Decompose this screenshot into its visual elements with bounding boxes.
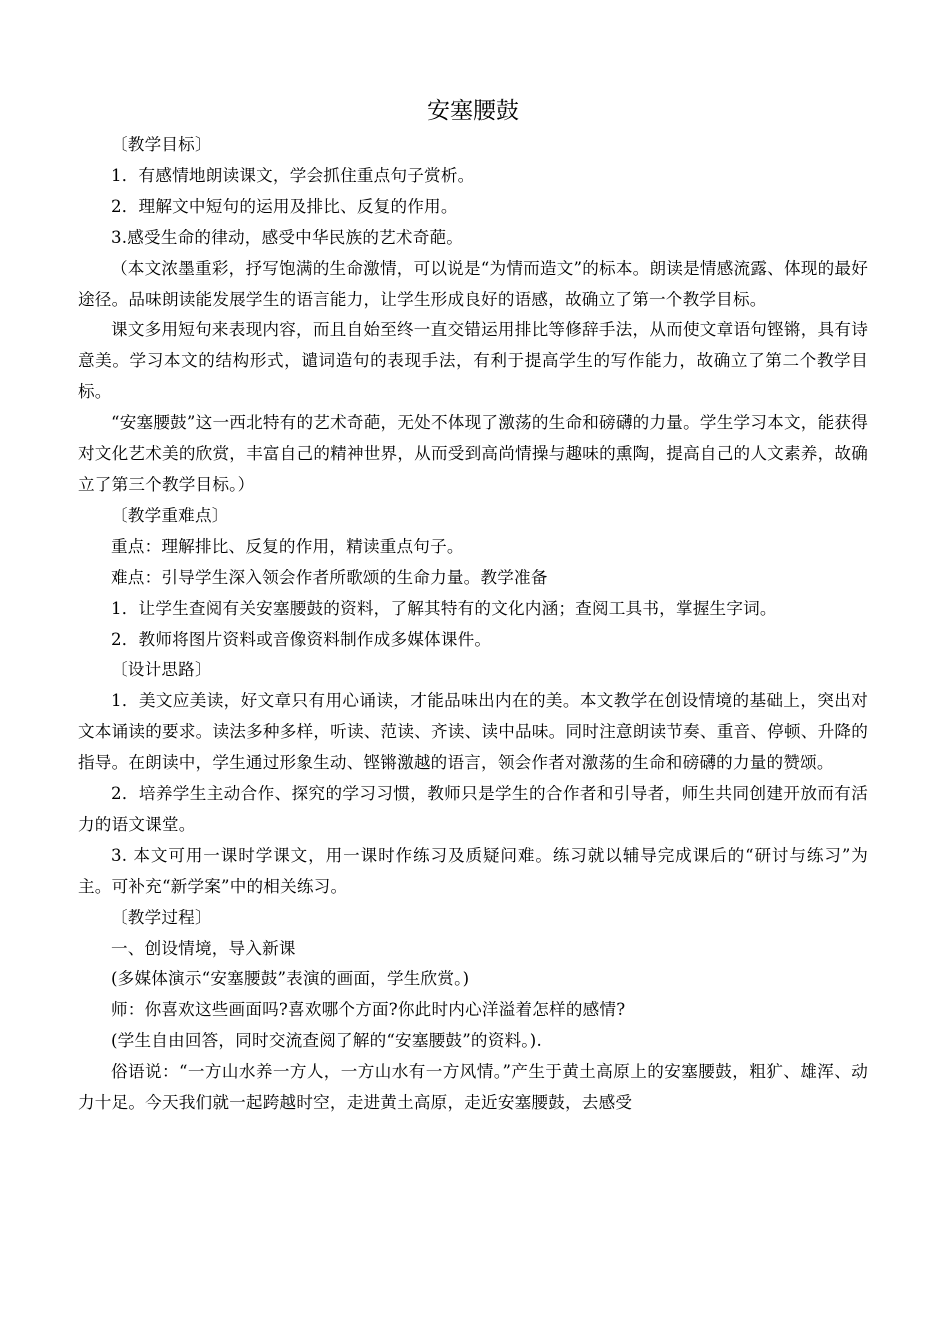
design-item: 1．美文应美读，好文章只有用心诵读，才能品味出内在的美。本文教学在创设情境的基础上，突出对文本诵读的要求。读法多种多样，听读、范读、齐读、读中品味。同时注意朗读节奏、重音、停顿、升降的指导。在朗读中，学生通过形象生动、铿锵激越的语言，领会作者对激荡的生命和磅礴的力量的赞颂。 xyxy=(78,691,868,773)
key-point: 重点：理解排比、反复的作用，精读重点句子。 xyxy=(111,536,464,556)
document-body xyxy=(78,130,868,1119)
objective-item: 3.感受生命的律动，感受中华民族的艺术奇葩。 xyxy=(111,227,464,247)
section-heading-objectives: 〔教学目标〕 xyxy=(111,135,212,154)
preparation-item: 2．教师将图片资料或音像资料制作成多媒体课件。 xyxy=(111,629,492,649)
body-paragraph: (多媒体演示“安塞腰鼓”表演的画面，学生欣赏。) xyxy=(111,969,470,989)
design-item: 3. 本文可用一课时学课文，用一课时作练习及质疑问难。练习就以辅导完成课后的“研讨与练习”为主。可补充“新学案”中的相关练习。 xyxy=(78,845,868,896)
section-heading-process: 〔教学过程〕 xyxy=(111,907,212,927)
body-paragraph: 俗语说：“一方山水养一方人，一方山水有一方风情。”产生于黄土高原上的安塞腰鼓，粗犷、雄浑、动力十足。今天我们就一起跨越时空，走进黄土高原，走近安塞腰鼓，去感受 xyxy=(78,1062,868,1113)
difficult-point: 难点：引导学生深入领会作者所歌颂的生命力量。教学准备 xyxy=(111,567,548,587)
body-paragraph: 师：你喜欢这些画面吗?喜欢哪个方面?你此时内心洋溢着怎样的感情? xyxy=(111,1000,626,1020)
objective-item: 2．理解文中短句的运用及排比、反复的作用。 xyxy=(111,196,458,216)
preparation-item: 1．让学生查阅有关安塞腰鼓的资料，了解其特有的文化内涵；查阅工具书，掌握生字词。 xyxy=(111,598,777,618)
body-paragraph: (学生自由回答，同时交流查阅了解的“安塞腰鼓”的资料。). xyxy=(111,1031,542,1051)
body-paragraph: “安塞腰鼓”这一西北特有的艺术奇葩，无处不体现了激荡的生命和磅礴的力量。学生学习本文，能获得对文化艺术美的欣赏，丰富自己的精神世界，从而受到高尚情操与趣味的熏陶，提高自己的人文素养，故确立了第三个教学目标。） xyxy=(78,413,868,494)
process-step-heading: 一、创设情境，导入新课 xyxy=(111,938,296,958)
document-page xyxy=(78,94,868,1119)
section-heading-design: 〔设计思路〕 xyxy=(111,660,212,680)
body-paragraph: 课文多用短句来表现内容，而且自始至终一直交错运用排比等修辞手法，从而使文章语句铿锵，具有诗意美。学习本文的结构形式，谴词造句的表现手法，有利于提高学生的写作能力，故确立了第二个教学目标。 xyxy=(78,320,868,402)
design-item: 2．培养学生主动合作、探究的学习习惯，教师只是学生的合作者和引导者，师生共同创建开放而有活力的语文课堂。 xyxy=(78,784,868,834)
objective-item: 1．有感情地朗读课文，学会抓住重点句子赏析。 xyxy=(111,165,475,185)
section-heading-key-points: 〔教学重难点〕 xyxy=(111,505,229,525)
body-paragraph: （本文浓墨重彩，抒写饱满的生命激情，可以说是“为情而造文”的标本。朗读是情感流露、体现的最好途径。品味朗读能发展学生的语言能力，让学生形成良好的语感，故确立了第一个教学目标。 xyxy=(78,258,868,309)
document-title: 安塞腰鼓 xyxy=(427,98,519,124)
